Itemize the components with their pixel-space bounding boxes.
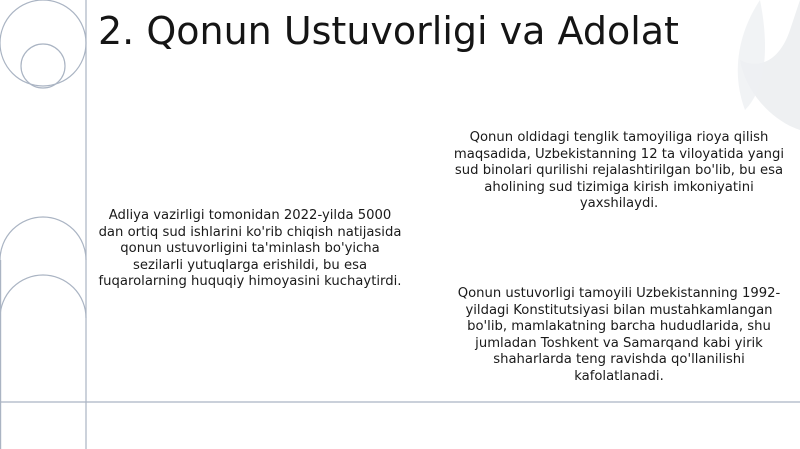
- slide-title: 2. Qonun Ustuvorligi va Adolat: [98, 9, 679, 53]
- top-circle: [0, 0, 86, 86]
- middle-arch: [0, 275, 86, 318]
- paragraph-right-top: Qonun oldidagi tenglik tamoyiliga rioya qilish maqsadida, Uzbekistanning 12 ta viloyatida yangi sud binolari qurilishi rejalashtirilgan bo'lib, bu esa aholining sud tizimiga kirish imkoniyatini yaxshilaydi.: [453, 130, 785, 212]
- paragraph-right-bottom: Qonun ustuvorligi tamoyili Uzbekistanning 1992-yildagi Konstitutsiyasi bilan mustahkamlangan bo'lib, mamlakatning barcha hududlarida, shu jumladan Toshkent va Samarqand kabi yirik shaharlarda teng ravishda qo'llanilishi kafolatlanadi.: [457, 286, 781, 384]
- leaf-watermark: [738, 0, 800, 130]
- small-circle: [21, 44, 65, 88]
- upper-arch: [0, 217, 86, 260]
- paragraph-left: Adliya vazirligi tomonidan 2022-yilda 5000 dan ortiq sud ishlarini ko'rib chiqish natijasida qonun ustuvorligini ta'minlash bo'yicha sezilarli yutuqlarga erishildi, bu esa fuqarolarning huquqiy himoyasini kuchaytirdi.: [98, 208, 402, 290]
